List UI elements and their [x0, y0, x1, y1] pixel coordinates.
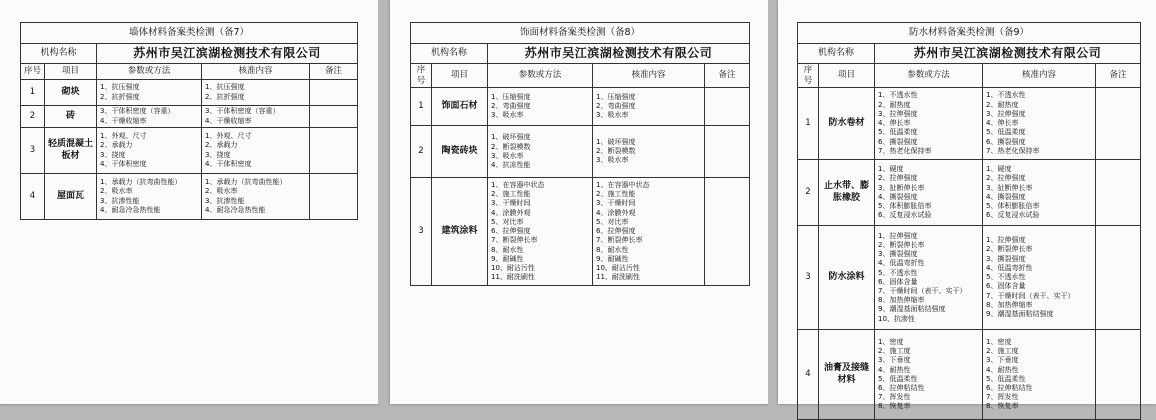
org-name: 苏州市吴江滨湖检测技术有限公司 — [875, 44, 1141, 64]
content-list: 1、密度 2、施工度 3、下垂度 4、耐热性 5、低温柔性 6、拉伸粘结性 7、挥发性 8、恢复率 — [983, 330, 1096, 420]
row-item-name: 轻质混凝土板材 — [45, 128, 97, 174]
content-list: 1、承载力（抗弯曲性能） 2、吸水率 3、抗渗性能 4、耐急冷急热性能 — [202, 174, 310, 220]
document-page-2 — [390, 0, 768, 404]
row-number: 3 — [21, 128, 45, 174]
header-seq: 序号 — [798, 64, 819, 88]
content-list: 3、干体积密度（容重） 4、干燥收缩率 — [202, 106, 310, 128]
row-note — [705, 178, 750, 286]
content-list: 1、在容器中状态 2、施工性能 3、干燥时间 4、涂膜外观 5、对比率 6、拉伸强度 7、断裂伸长率 8、耐水性 9、耐碱性 10、耐沾污性 11、耐洗刷性 — [593, 178, 705, 286]
content-list: 1、破坏强度 2、断裂模数 3、吸水率 — [593, 126, 705, 178]
content-list: 1、硬度 2、拉伸强度 3、扯断伸长率 4、撕裂强度 5、体积膨胀倍率 6、反复浸水试验 — [983, 160, 1096, 226]
header-item: 项目 — [432, 64, 488, 88]
row-note — [1096, 160, 1141, 226]
row-item-name: 砌块 — [45, 80, 97, 106]
row-item-name: 陶瓷砖块 — [432, 126, 488, 178]
param-list: 1、外观、尺寸 2、承载力 3、挠度 4、干体积密度 — [97, 128, 202, 174]
param-list: 1、破坏强度 2、断裂模数 3、吸水率 4、抗冻性能 — [488, 126, 593, 178]
header-params: 参数或方法 — [97, 64, 202, 80]
param-list: 1、拉伸强度 2、断裂伸长率 3、撕裂强度 4、低温弯折性 5、不透水性 6、固体含量 7、干燥时间（表干、实干） 8、加热伸缩率 9、潮湿基面粘结强度 10、抗渗性 — [875, 226, 983, 330]
org-name: 苏州市吴江滨湖检测技术有限公司 — [488, 44, 750, 64]
document-page-1 — [0, 0, 378, 404]
inspection-table-9 — [797, 22, 1141, 420]
header-note: 备注 — [705, 64, 750, 88]
row-number: 3 — [798, 226, 819, 330]
org-label: 机构名称 — [411, 44, 488, 64]
page-gap — [378, 0, 390, 404]
param-list: 3、干体积密度（容重） 4、干燥收缩率 — [97, 106, 202, 128]
org-label: 机构名称 — [21, 44, 97, 64]
header-content: 核准内容 — [983, 64, 1096, 88]
content-list: 1、外观、尺寸 2、承载力 3、挠度 4、干体积密度 — [202, 128, 310, 174]
inspection-table-8 — [410, 22, 750, 286]
param-list: 1、不透水性 2、耐热度 3、拉伸强度 4、伸长率 5、低温柔度 6、撕裂强度 7、热老化保持率 — [875, 88, 983, 160]
header-content: 核准内容 — [593, 64, 705, 88]
document-page-3 — [778, 0, 1156, 411]
row-item-name: 砖 — [45, 106, 97, 128]
row-item-name: 饰面石材 — [432, 88, 488, 126]
param-list: 1、承载力（抗弯曲性能） 2、吸水率 3、抗渗性能 4、耐急冷急热性能 — [97, 174, 202, 220]
row-number: 4 — [21, 174, 45, 220]
row-number: 2 — [21, 106, 45, 128]
content-list: 1、拉伸强度 2、断裂伸长率 3、撕裂强度 4、低温弯折性 5、不透水性 6、固体含量 7、干燥时间（表干、实干） 8、加热伸缩率 9、潮湿基面粘结强度 — [983, 226, 1096, 330]
header-params: 参数或方法 — [875, 64, 983, 88]
row-note — [1096, 226, 1141, 330]
param-list: 1、压缩强度 2、弯曲强度 3、吸水率 — [488, 88, 593, 126]
table-title: 防水材料备案类检测（备9） — [798, 23, 1141, 44]
row-item-name: 建筑涂料 — [432, 178, 488, 286]
content-list: 1、压缩强度 2、弯曲强度 3、吸水率 — [593, 88, 705, 126]
header-item: 项目 — [819, 64, 875, 88]
row-number: 4 — [798, 330, 819, 420]
row-number: 1 — [21, 80, 45, 106]
org-name: 苏州市吴江滨湖检测技术有限公司 — [97, 44, 358, 64]
row-item-name: 止水带、膨胀橡胶 — [819, 160, 875, 226]
row-number: 1 — [798, 88, 819, 160]
table-title: 墙体材料备案类检测（备7） — [21, 23, 358, 44]
row-item-name: 防水涂料 — [819, 226, 875, 330]
header-params: 参数或方法 — [488, 64, 593, 88]
header-seq: 序号 — [21, 64, 45, 80]
row-item-name: 油膏及接缝材料 — [819, 330, 875, 420]
row-note — [310, 106, 358, 128]
param-list: 1、硬度 2、拉伸强度 3、扯断伸长率 4、撕裂强度 5、体积膨胀倍率 6、反复浸水试验 — [875, 160, 983, 226]
header-item: 项目 — [45, 64, 97, 80]
param-list: 1、在容器中状态 2、施工性能 3、干燥时间 4、涂膜外观 5、对比率 6、拉伸强度 7、断裂伸长率 8、耐水性 9、耐碱性 10、耐沾污性 11、耐洗刷性 — [488, 178, 593, 286]
row-number: 1 — [411, 88, 432, 126]
header-note: 备注 — [310, 64, 358, 80]
inspection-table-7 — [20, 22, 358, 220]
row-note — [1096, 88, 1141, 160]
param-list: 1、密度 2、施工度 3、下垂度 4、耐热性 5、低温柔性 6、拉伸粘结性 7、挥发性 8、恢复率 — [875, 330, 983, 420]
row-note — [310, 174, 358, 220]
header-seq: 序号 — [411, 64, 432, 88]
page-gap — [768, 0, 778, 404]
header-content: 核准内容 — [202, 64, 310, 80]
content-list: 1、抗压强度 2、抗折强度 — [202, 80, 310, 106]
row-item-name: 屋面瓦 — [45, 174, 97, 220]
row-note — [310, 128, 358, 174]
content-list: 1、不透水性 2、耐热度 3、拉伸强度 4、伸长率 5、低温柔度 6、撕裂强度 7、热老化保持率 — [983, 88, 1096, 160]
row-item-name: 防水卷材 — [819, 88, 875, 160]
row-number: 2 — [798, 160, 819, 226]
org-label: 机构名称 — [798, 44, 875, 64]
row-number: 2 — [411, 126, 432, 178]
param-list: 1、抗压强度 2、抗折强度 — [97, 80, 202, 106]
header-note: 备注 — [1096, 64, 1141, 88]
row-note — [705, 126, 750, 178]
row-number: 3 — [411, 178, 432, 286]
row-note — [310, 80, 358, 106]
table-title: 饰面材料备案类检测（备8） — [411, 23, 750, 44]
row-note — [705, 88, 750, 126]
row-note — [1096, 330, 1141, 420]
